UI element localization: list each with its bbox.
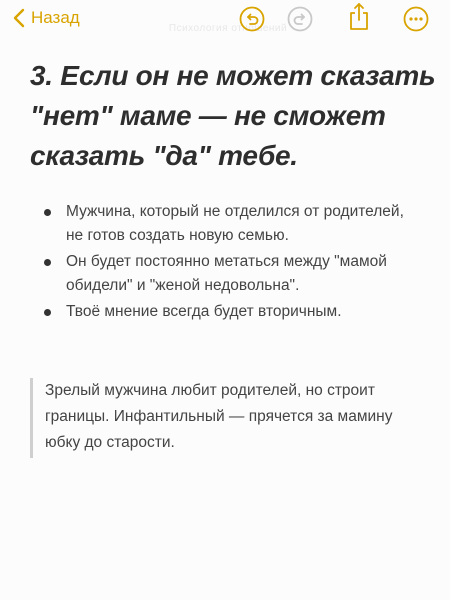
note-title: 3. Если он не может сказать "нет" маме — не сможет сказать "да" тебе. xyxy=(30,60,436,171)
bullet-dot xyxy=(44,309,51,316)
share-button[interactable] xyxy=(346,4,372,30)
ghost-title: Психология отношений xyxy=(168,23,288,34)
redo-button[interactable] xyxy=(287,6,313,32)
chevron-left-icon xyxy=(12,8,25,28)
undo-button[interactable] xyxy=(239,6,265,32)
list-item xyxy=(44,200,424,248)
redo-icon xyxy=(287,6,313,32)
more-icon xyxy=(403,6,429,32)
more-button[interactable] xyxy=(403,6,429,32)
bullet-list xyxy=(44,200,424,326)
list-item xyxy=(44,250,424,298)
back-label: Назад xyxy=(31,8,80,27)
back-button[interactable] xyxy=(12,8,80,28)
bullet-dot xyxy=(44,259,51,266)
list-item-text: Он будет постоянно метаться между "мамой обидели" и "женой недовольна". xyxy=(66,253,387,294)
list-item-text: Твоё мнение всегда будет вторичным. xyxy=(66,303,342,320)
share-icon xyxy=(346,2,372,32)
bullet-dot xyxy=(44,209,51,216)
undo-icon xyxy=(239,6,265,32)
list-item-text: Мужчина, который не отделился от родителей, не готов создать новую семью. xyxy=(66,203,404,244)
quote-text: Зрелый мужчина любит родителей, но строит границы. Инфантильный — прячется за мамину юбку до старости. xyxy=(45,382,393,451)
list-item xyxy=(44,300,424,324)
block-quote xyxy=(30,378,430,458)
top-toolbar xyxy=(0,0,450,40)
